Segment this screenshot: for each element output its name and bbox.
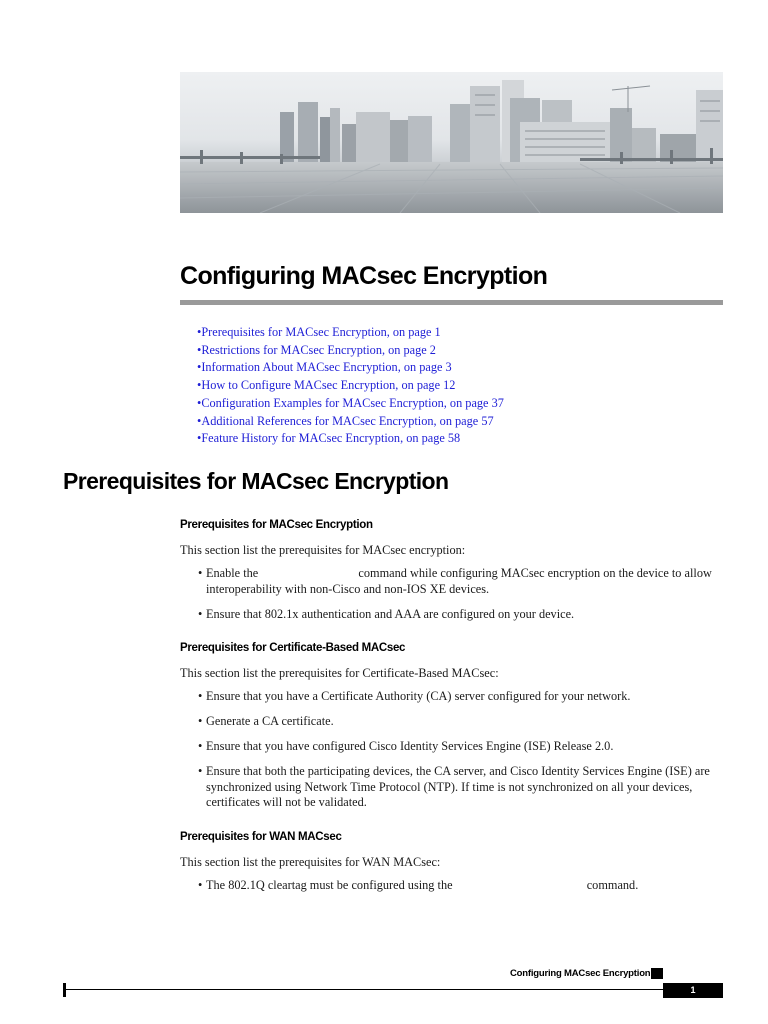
chapter-title: Configuring MACsec Encryption bbox=[180, 262, 548, 290]
paragraph: This section list the prerequisites for MACsec encryption: bbox=[180, 543, 466, 557]
page-number: 1 bbox=[663, 983, 723, 998]
toc-link[interactable]: • Restrictions for MACsec Encryption, on page 2 bbox=[197, 342, 504, 360]
bullet-list bbox=[180, 878, 725, 894]
bullet-item: • Ensure that 802.1x authentication and AAA are configured on your device. bbox=[198, 607, 725, 623]
toc-link[interactable]: • How to Configure MACsec Encryption, on page 12 bbox=[197, 377, 504, 395]
bullet-item bbox=[198, 566, 725, 598]
footer-running-title: Configuring MACsec Encryption bbox=[510, 968, 651, 979]
bullet-item: • Ensure that you have configured Cisco Identity Services Engine (ISE) Release 2.0. bbox=[198, 739, 725, 755]
bullet-text: The 802.1Q cleartag must be configured using the bbox=[206, 878, 453, 893]
footer-rule bbox=[63, 989, 663, 990]
footer-marker bbox=[651, 968, 663, 979]
paragraph: This section list the prerequisites for WAN MACsec: bbox=[180, 855, 441, 870]
bullet-item: • Generate a CA certificate. bbox=[198, 714, 725, 730]
toc-link[interactable]: • Feature History for MACsec Encryption, on page 58 bbox=[197, 430, 504, 448]
toc-link[interactable]: • Additional References for MACsec Encryption, on page 57 bbox=[197, 413, 504, 431]
toc-link[interactable]: • Prerequisites for MACsec Encryption, on page 1 bbox=[197, 324, 504, 342]
chapter-toc bbox=[197, 324, 504, 448]
bullet-item bbox=[198, 878, 725, 894]
subsection-heading: Prerequisites for Certificate-Based MACsec bbox=[180, 642, 406, 655]
bullet-list bbox=[180, 566, 725, 622]
bullet-text: command while configuring MACsec encryption on the device to allow interoperability with non-Cisco and non-IOS XE devices. bbox=[206, 566, 712, 596]
paragraph: This section list the prerequisites for Certificate-Based MACsec: bbox=[180, 666, 499, 681]
footer-left-mark bbox=[63, 983, 66, 997]
bullet-item: • Ensure that you have a Certificate Authority (CA) server configured for your network. bbox=[198, 689, 725, 705]
title-rule bbox=[180, 300, 723, 305]
section-title: Prerequisites for MACsec Encryption bbox=[63, 468, 449, 494]
bullet-item: • Ensure that both the participating devices, the CA server, and Cisco Identity Services Engine (ISE) are synchronized using Network Time Protocol (NTP). If time is not synchronized on all your devices, certificates will not be validated. bbox=[198, 764, 725, 811]
toc-link[interactable]: • Configuration Examples for MACsec Encryption, on page 37 bbox=[197, 395, 504, 413]
section-content bbox=[180, 519, 725, 914]
subsection-heading: Prerequisites for WAN MACsec bbox=[180, 831, 342, 844]
subsection-heading: Prerequisites for MACsec Encryption bbox=[180, 519, 373, 531]
toc-link[interactable]: • Information About MACsec Encryption, on page 3 bbox=[197, 359, 504, 377]
banner-image bbox=[180, 72, 723, 213]
bullet-text: Enable the bbox=[206, 566, 259, 580]
bullet-text: command. bbox=[586, 878, 639, 893]
bullet-list bbox=[180, 689, 725, 811]
